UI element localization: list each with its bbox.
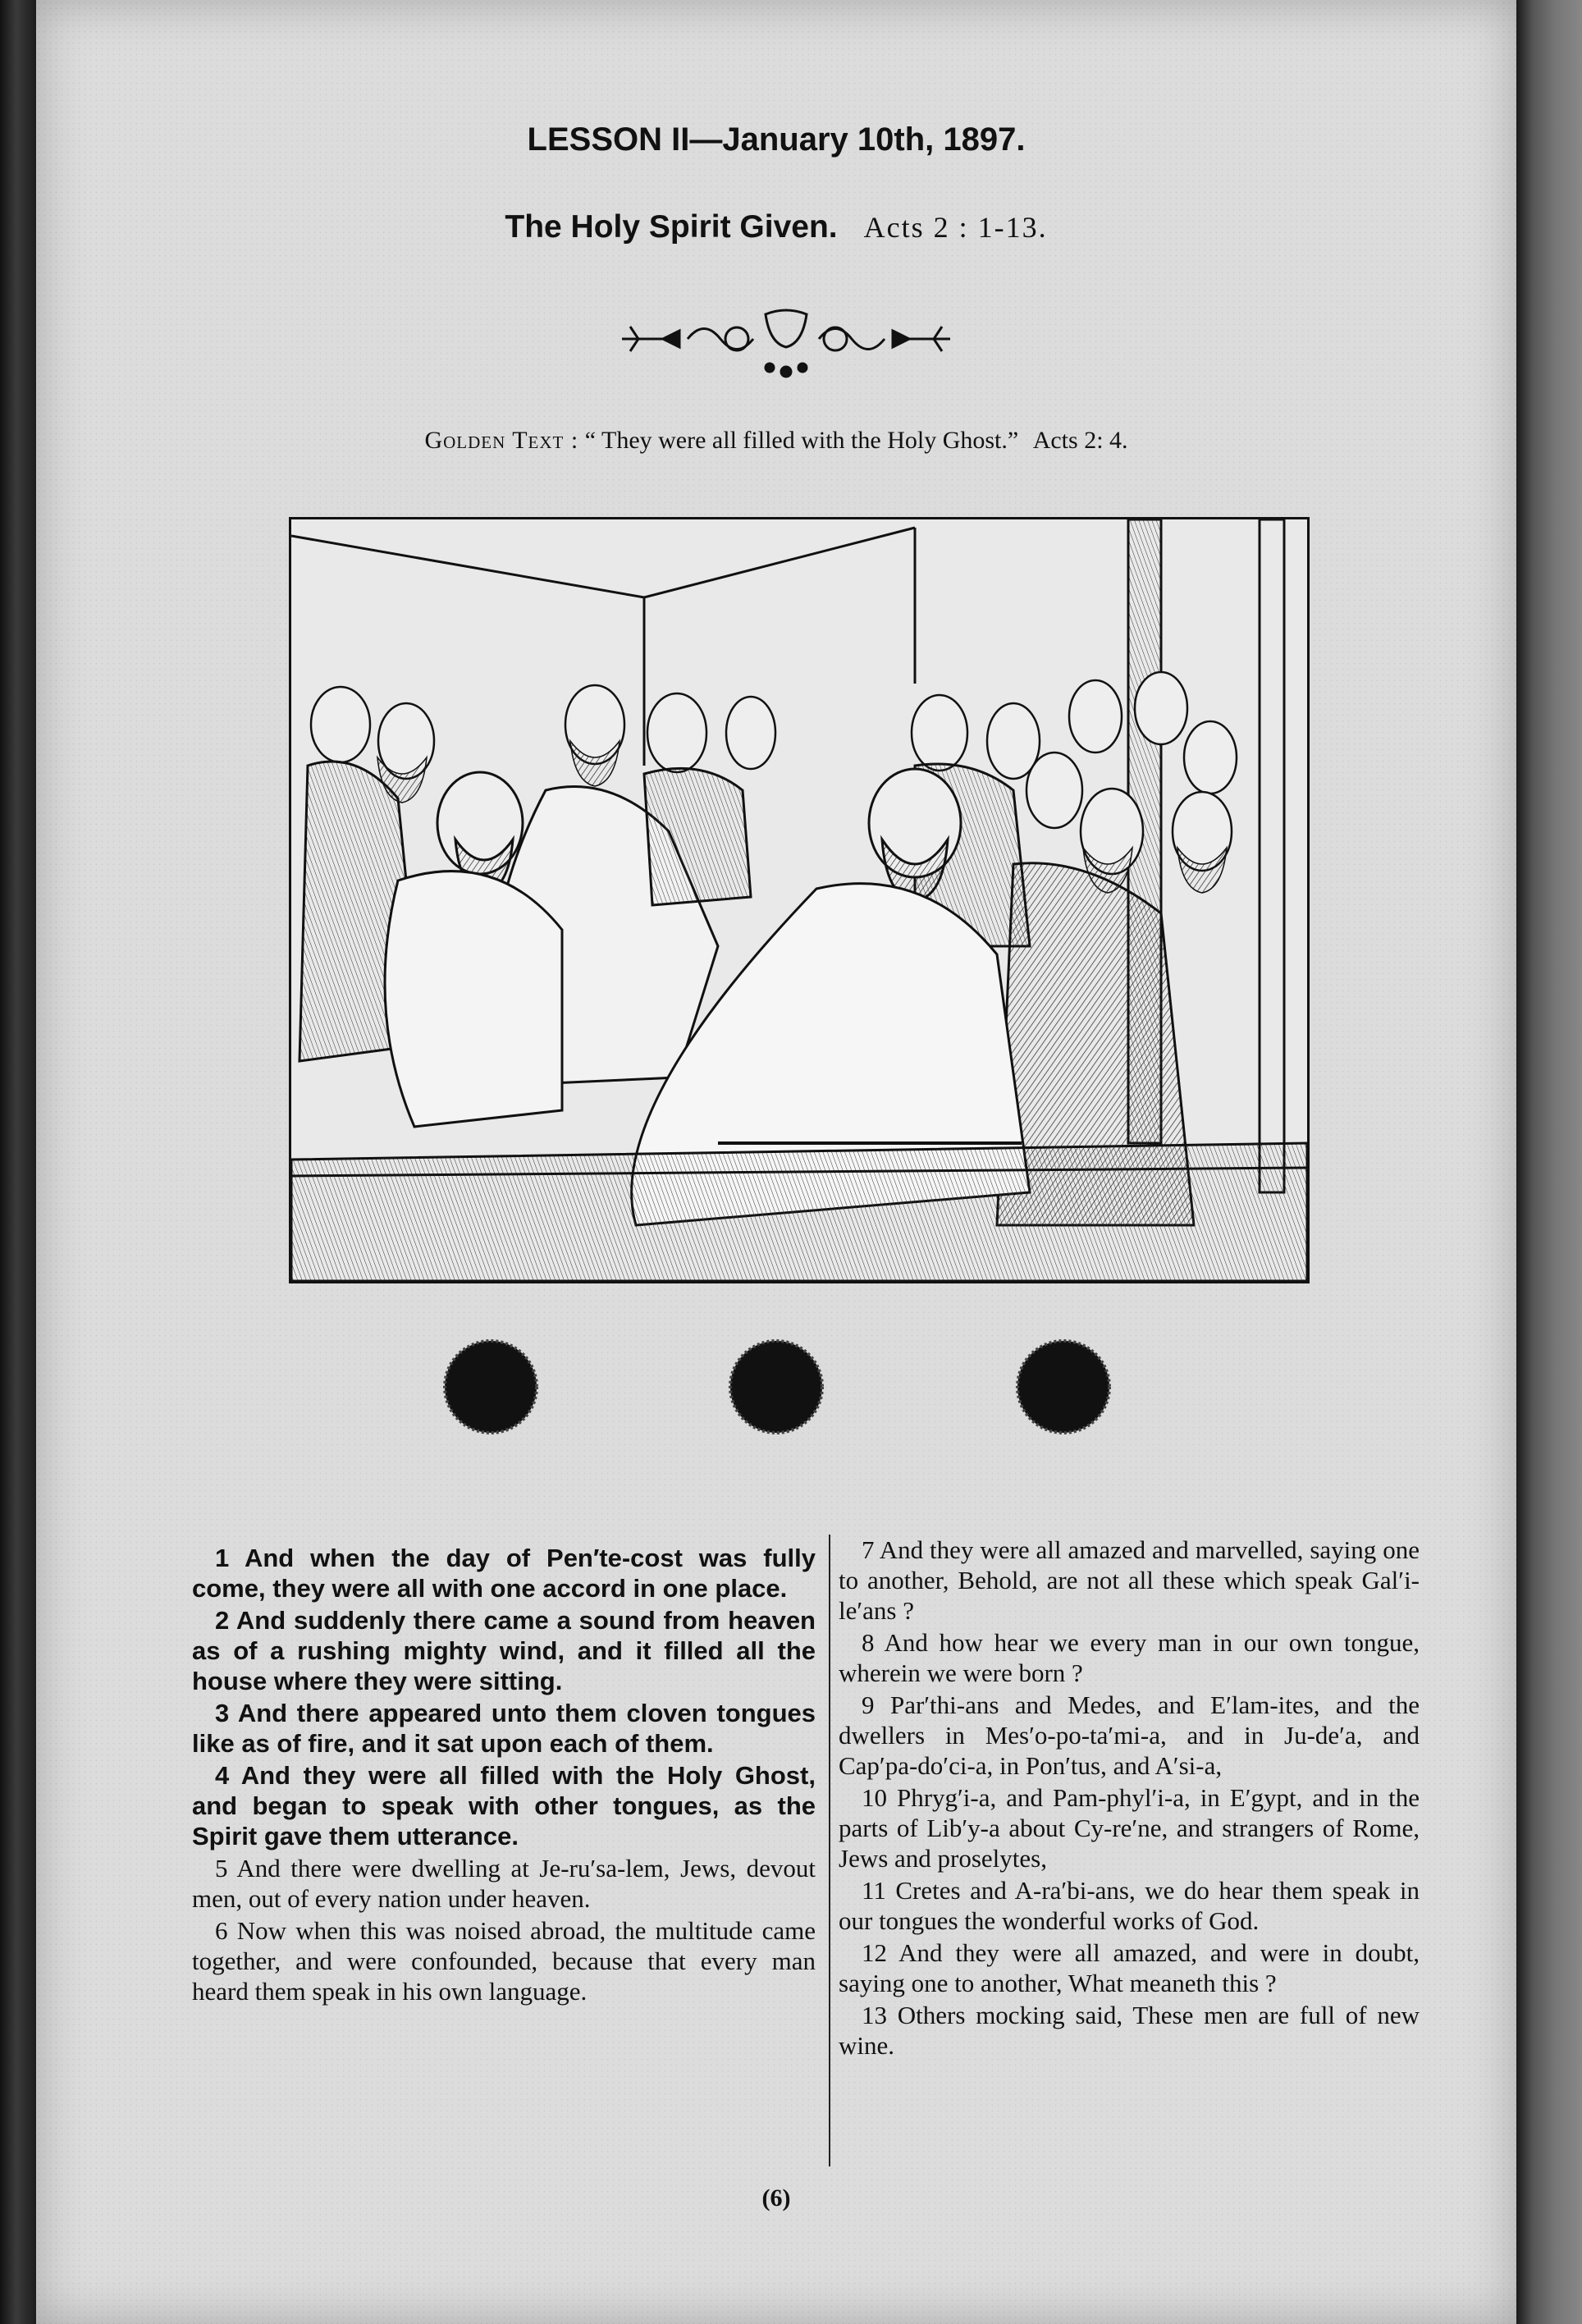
book-cover-edge [1516, 0, 1582, 2324]
verse-13: 13 Others mocking said, These men are full of new wine. [839, 2001, 1420, 2060]
verse-4: 4 And they were all filled with the Holy Ghost, and began to speak with other tongues, as the Spirit gave them utterance. [192, 1761, 816, 1851]
verse-7: 7 And they were all amazed and marvelled, saying one to another, Behold, are not all these which speak Gal′i-le′ans ? [839, 1535, 1420, 1625]
sunburst-seal-icon [441, 1338, 540, 1436]
golden-text-label: Golden Text : [424, 427, 579, 454]
verse-6: 6 Now when this was noised abroad, the multitude came together, and were confounded, because that every man heard them speak in his own language. [192, 1916, 816, 2006]
golden-text [36, 427, 1516, 455]
lesson-title: LESSON II—January 10th, 1897. [527, 121, 1026, 158]
scripture-reference: Acts 2 : 1-13. [863, 211, 1048, 244]
page-number: (6) [761, 2184, 791, 2212]
verse-12: 12 And they were all amazed, and were in doubt, saying one to another, What meaneth this ? [839, 1938, 1420, 1997]
sunburst-seal-icon [1014, 1338, 1113, 1436]
ornament-flourish-icon [614, 294, 958, 384]
verse-5: 5 And there were dwelling at Je-ru′sa-lem, Jews, devout men, out of every nation under heaven. [192, 1854, 816, 1913]
book-spine-edge [0, 0, 36, 2324]
verse-11: 11 Cretes and A-ra′bi-ans, we do hear them speak in our tongues the wonderful works of God. [839, 1876, 1420, 1935]
verse-9: 9 Par′thi-ans and Medes, and E′lam-ites, and the dwellers in Mes′o-po-ta′mi-a, and in Ju-de′a, and Cap′pa-do′ci-a, in Pon′tus, and A′si-a, [839, 1690, 1420, 1780]
verse-8: 8 And how hear we every man in our own tongue, wherein we were born ? [839, 1628, 1420, 1687]
verses-right-column [839, 1535, 1420, 2062]
lesson-subtitle-text: The Holy Spirit Given. [505, 209, 838, 245]
verse-1: 1 And when the day of Pen′te-cost was fully come, they were all with one accord in one place. [192, 1544, 816, 1603]
sunburst-seal-icon [727, 1338, 825, 1436]
verse-3: 3 And there appeared unto them cloven tongues like as of fire, and it sat upon each of them. [192, 1699, 816, 1758]
golden-text-ref: Acts 2: 4. [1032, 427, 1128, 454]
golden-text-quote: “ They were all filled with the Holy Ghost.” [584, 427, 1019, 454]
book-page [36, 0, 1516, 2324]
engraving-illustration [289, 517, 1310, 1283]
verses-left-column [192, 1543, 816, 2008]
lesson-subtitle [36, 207, 1516, 245]
column-divider [829, 1535, 830, 2166]
verse-10: 10 Phryg′i-a, and Pam-phyl′i-a, in E′gypt, and in the parts of Lib′y-a about Cy-re′ne, and strangers of Rome, Jews and proselytes, [839, 1783, 1420, 1873]
disciples-gathered-icon [291, 519, 1307, 1281]
verse-2: 2 And suddenly there came a sound from heaven as of a rushing mighty wind, and it filled all the house where they were sitting. [192, 1606, 816, 1695]
